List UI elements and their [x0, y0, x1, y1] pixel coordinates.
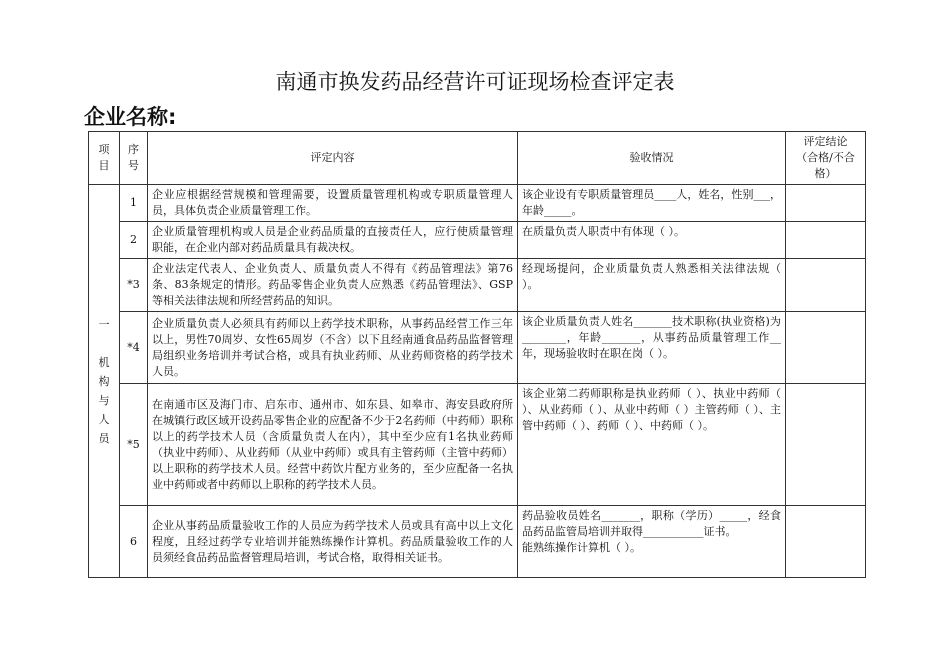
row-seq: *5 — [120, 384, 148, 506]
row-conclusion[interactable] — [786, 384, 866, 506]
table-row — [89, 222, 866, 259]
header-seq: 序 号 — [120, 132, 148, 185]
evaluation-table — [88, 131, 866, 578]
row-acceptance: 该企业质量负责人姓名_______技术职称(执业资格)为________，年龄_______，从事药品质量管理工作__年，现场验收时在职在岗（ ）。 — [518, 312, 786, 384]
row-seq: *3 — [120, 259, 148, 312]
section-label: 一 机 构 与 人 员 — [89, 185, 120, 578]
header-row — [89, 132, 866, 185]
row-acceptance: 经现场提问，企业质量负责人熟悉相关法律法规（ ）。 — [518, 259, 786, 312]
row-acceptance: 药品验收员姓名_______，职称（学历）_____，经食品药品监管局培训并取得___________证书。 能熟练操作计算机（ ）。 — [518, 506, 786, 578]
row-content: 企业质量负责人必须具有药师以上药学技术职称，从事药品经营工作三年以上，男性70周岁、女性65周岁（不含）以下且经南通食品药品监督管理局组织业务培训并考试合格，或具有执业药师、从业药师资格的药学技术人员。 — [148, 312, 518, 384]
row-conclusion[interactable] — [786, 222, 866, 259]
table-row — [89, 185, 866, 222]
header-item: 项 目 — [89, 132, 120, 185]
row-seq: *4 — [120, 312, 148, 384]
row-seq: 6 — [120, 506, 148, 578]
table-row — [89, 506, 866, 578]
header-content: 评定内容 — [148, 132, 518, 185]
header-acceptance: 验收情况 — [518, 132, 786, 185]
row-acceptance: 该企业第二药师职称是执业药师（ ）、执业中药师（ ）、从业药师（ ）、从业中药师（ ）主管药师（ ）、主管中药师（ ）、药师（ ）、中药师（ ）。 — [518, 384, 786, 506]
page-title: 南通市换发药品经营许可证现场检查评定表 — [275, 70, 675, 94]
row-content: 企业从事药品质量验收工作的人员应为药学技术人员或具有高中以上文化程度，且经过药学专业培训并能熟练操作计算机。药品质量验收工作的人员须经食品药品监督管理局培训，考试合格，取得相关证书。 — [148, 506, 518, 578]
row-content: 企业应根据经营规模和管理需要，设置质量管理机构或专职质量管理人员，具体负责企业质量管理工作。 — [148, 185, 518, 222]
header-conclusion: 评定结论 （合格/不合 格） — [786, 132, 866, 185]
table-row — [89, 384, 866, 506]
row-conclusion[interactable] — [786, 312, 866, 384]
row-conclusion[interactable] — [786, 506, 866, 578]
row-conclusion[interactable] — [786, 259, 866, 312]
row-content: 企业质量管理机构或人员是企业药品质量的直接责任人，应行使质量管理职能，在企业内部对药品质量具有裁决权。 — [148, 222, 518, 259]
row-acceptance: 在质量负责人职责中有体现（ ）。 — [518, 222, 786, 259]
row-seq: 1 — [120, 185, 148, 222]
table-row — [89, 312, 866, 384]
row-content: 在南通市区及海门市、启东市、通州市、如东县、如皋市、海安县政府所在城镇行政区域开设药品零售企业的应配备不少于2名药师（中药师）职称以上的药学技术人员（含质量负责人在内），其中至少应有1名执业药师（执业中药师）、从业药师（从业中药师）或具有主管药师（主管中药师）以上职称的药学技术人员。经营中药饮片配方业务的，至少应配备一名执业中药师或者中药师以上职称的药学技术人员。 — [148, 384, 518, 506]
table-row — [89, 259, 866, 312]
company-name-label: 企业名称: — [84, 105, 177, 129]
row-conclusion[interactable] — [786, 185, 866, 222]
row-seq: 2 — [120, 222, 148, 259]
row-content: 企业法定代表人、企业负责人、质量负责人不得有《药品管理法》第76条、83条规定的情形。药品零售企业负责人应熟悉《药品管理法》、GSP等相关法律法规和所经营药品的知识。 — [148, 259, 518, 312]
row-acceptance: 该企业设有专职质量管理员____人，姓名，性别___，年龄_____。 — [518, 185, 786, 222]
